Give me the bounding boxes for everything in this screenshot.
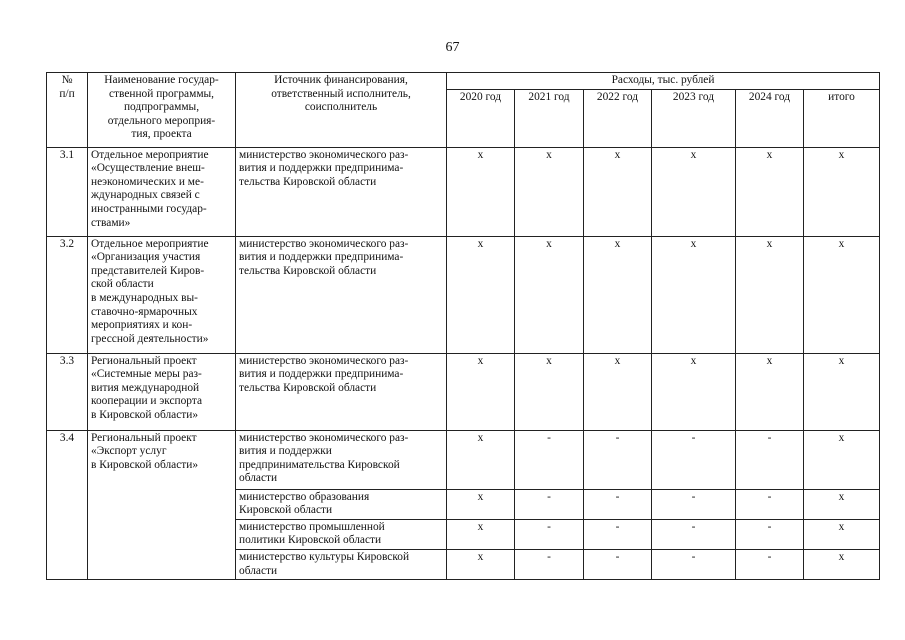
value-2021: - [515, 430, 584, 489]
table-row [47, 236, 880, 353]
value-2021: x [515, 236, 584, 353]
row-number: 3.4 [47, 430, 88, 580]
header-year-2024: 2024 год [736, 89, 804, 147]
value-2021: x [515, 147, 584, 236]
value-2022: x [584, 147, 652, 236]
value-2023: x [652, 147, 736, 236]
row-source: министерство культуры Кировской области [236, 549, 447, 579]
header-year-2020: 2020 год [447, 89, 515, 147]
row-source: министерство экономического раз- вития и поддержки предпринимательства Кировской области [236, 430, 447, 489]
value-2022: - [584, 519, 652, 549]
value-2024: - [736, 519, 804, 549]
value-2024: x [736, 353, 804, 430]
row-source: министерство экономического раз- вития и поддержки предпринима- тельства Кировской области [236, 236, 447, 353]
header-source: Источник финансирования, ответственный исполнитель, соисполнитель [236, 73, 447, 148]
value-2020: x [447, 236, 515, 353]
value-2023: - [652, 430, 736, 489]
value-2021: - [515, 519, 584, 549]
row-source: министерство промышленной политики Кировской области [236, 519, 447, 549]
value-2024: - [736, 489, 804, 519]
value-2020: x [447, 353, 515, 430]
value-2021: - [515, 549, 584, 579]
value-total: x [804, 519, 880, 549]
value-2020: x [447, 549, 515, 579]
value-2020: x [447, 430, 515, 489]
value-2024: x [736, 236, 804, 353]
header-name: Наименование государ- ственной программы, подпрограммы, отдельного мероприя- тия, проекта [88, 73, 236, 148]
value-total: x [804, 147, 880, 236]
value-2021: x [515, 353, 584, 430]
value-2024: - [736, 430, 804, 489]
row-source: министерство экономического раз- вития и поддержки предпринима- тельства Кировской области [236, 147, 447, 236]
value-2022: - [584, 549, 652, 579]
row-source: министерство образования Кировской области [236, 489, 447, 519]
table-row [47, 147, 880, 236]
value-total: x [804, 549, 880, 579]
value-2023: x [652, 236, 736, 353]
value-total: x [804, 430, 880, 489]
row-number: 3.3 [47, 353, 88, 430]
row-name: Отдельное мероприятие «Осуществление внеш- неэкономических и ме- ждународных связей с иностранными государ- ствами» [88, 147, 236, 236]
header-year-2022: 2022 год [584, 89, 652, 147]
header-number: № п/п [47, 73, 88, 148]
value-total: x [804, 353, 880, 430]
value-2023: - [652, 489, 736, 519]
header-year-2021: 2021 год [515, 89, 584, 147]
header-expenses: Расходы, тыс. рублей [447, 73, 880, 90]
value-2020: x [447, 489, 515, 519]
value-2020: x [447, 519, 515, 549]
value-2021: - [515, 489, 584, 519]
header-year-2023: 2023 год [652, 89, 736, 147]
page-number: 67 [445, 40, 460, 55]
table-row [47, 430, 880, 489]
row-number: 3.2 [47, 236, 88, 353]
value-total: x [804, 236, 880, 353]
value-2022: x [584, 353, 652, 430]
value-2022: - [584, 430, 652, 489]
value-2022: x [584, 236, 652, 353]
row-name: Региональный проект «Экспорт услуг в Кировской области» [88, 430, 236, 580]
table-row [47, 353, 880, 430]
header-total: итого [804, 89, 880, 147]
row-source: министерство экономического раз- вития и поддержки предпринима- тельства Кировской области [236, 353, 447, 430]
value-2022: - [584, 489, 652, 519]
value-2024: - [736, 549, 804, 579]
value-2024: x [736, 147, 804, 236]
value-total: x [804, 489, 880, 519]
row-number: 3.1 [47, 147, 88, 236]
row-name: Региональный проект «Системные меры раз- вития международной кооперации и экспорта в Кировской области» [88, 353, 236, 430]
value-2023: x [652, 353, 736, 430]
value-2023: - [652, 519, 736, 549]
value-2023: - [652, 549, 736, 579]
budget-table [46, 72, 880, 580]
value-2020: x [447, 147, 515, 236]
row-name: Отдельное мероприятие «Организация участия представителей Киров- ской области в международных вы- ставочно-ярмарочных мероприятиях и кон- грессной деятельности» [88, 236, 236, 353]
